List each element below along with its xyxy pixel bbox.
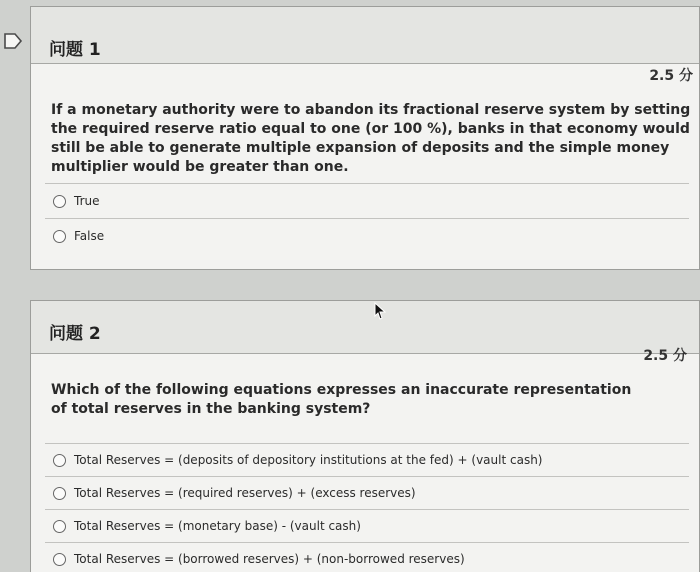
question-card xyxy=(30,300,700,572)
radio-button[interactable] xyxy=(53,520,66,533)
mouse-pointer-icon xyxy=(374,302,386,320)
question-text: If a monetary authority were to abandon its fractional reserve system by setting the required reserve ratio equal to one (or 100 %), banks in that economy would still be able to generate multiple expansion of deposits and the simple money multiplier would be greater than one. xyxy=(51,102,691,175)
radio-button[interactable] xyxy=(53,553,66,566)
answer-options xyxy=(45,183,689,253)
answer-option[interactable] xyxy=(45,542,689,572)
answer-option[interactable] xyxy=(45,476,689,509)
question-2 xyxy=(0,300,700,572)
answer-option[interactable] xyxy=(45,218,689,253)
question-header xyxy=(31,7,699,84)
answer-option[interactable] xyxy=(45,443,689,476)
answer-label: Total Reserves = (monetary base) - (vault cash) xyxy=(74,519,361,533)
question-card xyxy=(30,6,700,270)
answer-label: False xyxy=(74,229,105,243)
answer-option[interactable] xyxy=(45,509,689,542)
radio-button[interactable] xyxy=(53,454,66,467)
question-title: 问题 1 xyxy=(49,40,101,60)
question-points: 2.5 分 xyxy=(649,68,693,84)
radio-button[interactable] xyxy=(53,195,66,208)
flag-icon[interactable] xyxy=(3,33,23,49)
answer-label: Total Reserves = (borrowed reserves) + (non-borrowed reserves) xyxy=(74,552,465,566)
question-text: Which of the following equations expresses an inaccurate representation of total reserves in the banking system? xyxy=(51,382,632,417)
radio-button[interactable] xyxy=(53,230,66,243)
question-points: 2.5 分 xyxy=(643,348,687,364)
radio-button[interactable] xyxy=(53,487,66,500)
answer-label: Total Reserves = (required reserves) + (excess reserves) xyxy=(74,486,416,500)
question-header xyxy=(31,301,699,364)
answer-option[interactable] xyxy=(45,183,689,218)
answer-label: Total Reserves = (deposits of depository institutions at the fed) + (vault cash) xyxy=(74,453,543,467)
question-title: 问题 2 xyxy=(49,324,101,344)
answer-label: True xyxy=(74,194,100,208)
answer-options xyxy=(45,443,689,572)
